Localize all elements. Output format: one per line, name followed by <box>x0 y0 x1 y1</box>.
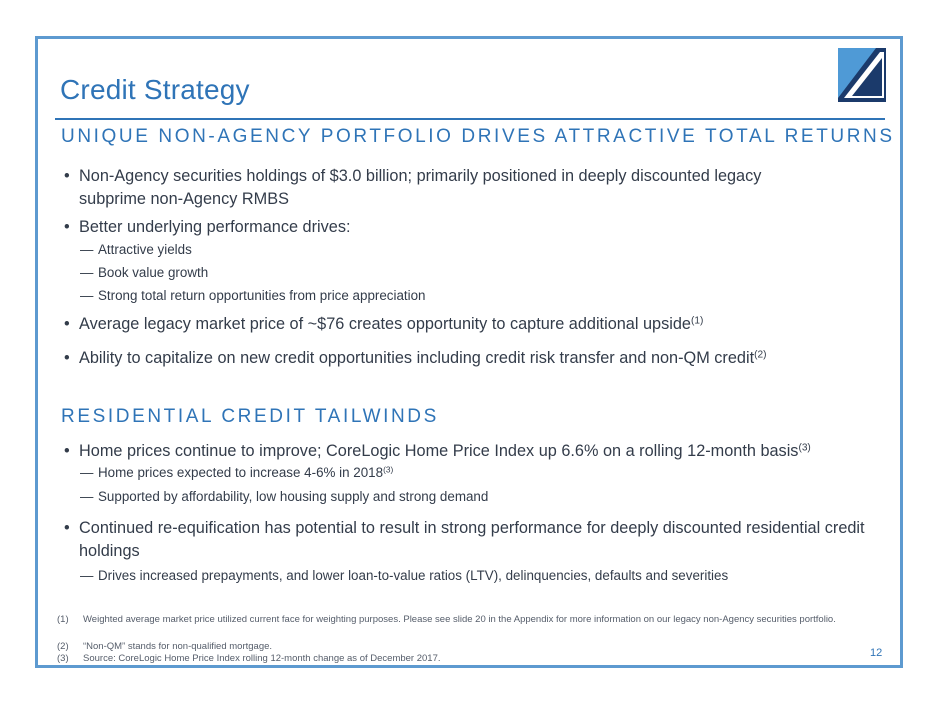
bullet-marker: • <box>64 349 70 367</box>
section-heading-tailwinds: RESIDENTIAL CREDIT TAILWINDS <box>61 406 439 427</box>
bullet-text: Average legacy market price of ~$76 creates opportunity to capture additional upside <box>79 315 691 333</box>
bullet-marker: • <box>64 167 70 185</box>
footnote-text: Source: CoreLogic Home Price Index rolling 12-month change as of December 2017. <box>83 653 441 664</box>
dash-marker: — <box>80 265 94 280</box>
bullet-text: Home prices continue to improve; CoreLogic Home Price Index up 6.6% on a rolling 12-month basis <box>79 442 799 460</box>
bullet-marker: • <box>64 442 70 460</box>
dash-marker: — <box>80 568 94 583</box>
footnote-ref: (1) <box>690 315 704 327</box>
footnote-ref: (3) <box>798 442 811 454</box>
slide-title: Credit Strategy <box>60 74 250 105</box>
bullet-text: Continued re-equification has potential to result in strong performance for deeply discounted residential credit holdings <box>79 519 865 560</box>
footnote-ref: (3) <box>383 464 394 475</box>
sub-bullet-price-forecast <box>80 465 393 480</box>
sub-bullet-text: Home prices expected to increase 4-6% in 2018 <box>98 465 384 480</box>
footnote-text: “Non-QM” stands for non-qualified mortgage. <box>83 641 273 652</box>
sub-bullet-total-return <box>80 288 426 303</box>
bullet-holdings <box>64 165 824 211</box>
dash-marker: — <box>80 489 94 504</box>
bullet-performance <box>64 216 824 239</box>
bullet-re-equification <box>64 517 879 563</box>
company-logo <box>838 48 886 102</box>
bullet-marker: • <box>64 315 70 333</box>
footnote-number: (1) <box>57 614 69 625</box>
sub-bullet-yields <box>80 242 192 257</box>
dash-marker: — <box>80 465 94 480</box>
footnote-number: (2) <box>57 641 69 652</box>
page-number: 12 <box>870 647 883 659</box>
sub-bullet-affordability <box>80 489 488 504</box>
sub-bullet-prepayments <box>80 568 728 583</box>
footnote-text: Weighted average market price utilized current face for weighting purposes. Please see slide 20 in the Appendix for more information on our legacy non-Agency securities portfolio. <box>83 614 836 625</box>
bullet-credit-opportunities <box>64 347 884 370</box>
footnote-2 <box>57 641 863 652</box>
bullet-marker: • <box>64 519 70 537</box>
bullet-text: Better underlying performance drives: <box>79 218 351 236</box>
sub-bullet-text: Attractive yields <box>98 242 192 257</box>
footnote-number: (3) <box>57 653 69 664</box>
dash-marker: — <box>80 242 94 257</box>
sub-bullet-book-value <box>80 265 208 280</box>
dash-marker: — <box>80 288 94 303</box>
title-divider <box>55 118 885 120</box>
bullet-home-prices <box>64 440 884 463</box>
sub-bullet-text: Book value growth <box>98 265 209 280</box>
footnote-ref: (2) <box>754 349 767 361</box>
bullet-text: Non-Agency securities holdings of $3.0 billion; primarily positioned in deeply discounted legacy subprime non-Agency RMBS <box>79 167 762 208</box>
bullet-marker: • <box>64 218 70 236</box>
section-heading-portfolio: UNIQUE NON-AGENCY PORTFOLIO DRIVES ATTRACTIVE TOTAL RETURNS <box>61 126 895 147</box>
sub-bullet-text: Drives increased prepayments, and lower loan-to-value ratios (LTV), delinquencies, defaults and severities <box>98 568 729 583</box>
footnote-1 <box>57 614 863 625</box>
sub-bullet-text: Strong total return opportunities from price appreciation <box>98 288 426 303</box>
sub-bullet-text: Supported by affordability, low housing supply and strong demand <box>98 489 489 504</box>
bullet-text: Ability to capitalize on new credit opportunities including credit risk transfer and non-QM credit <box>79 349 755 367</box>
bullet-legacy-price <box>64 313 864 336</box>
footnote-3 <box>57 653 863 664</box>
